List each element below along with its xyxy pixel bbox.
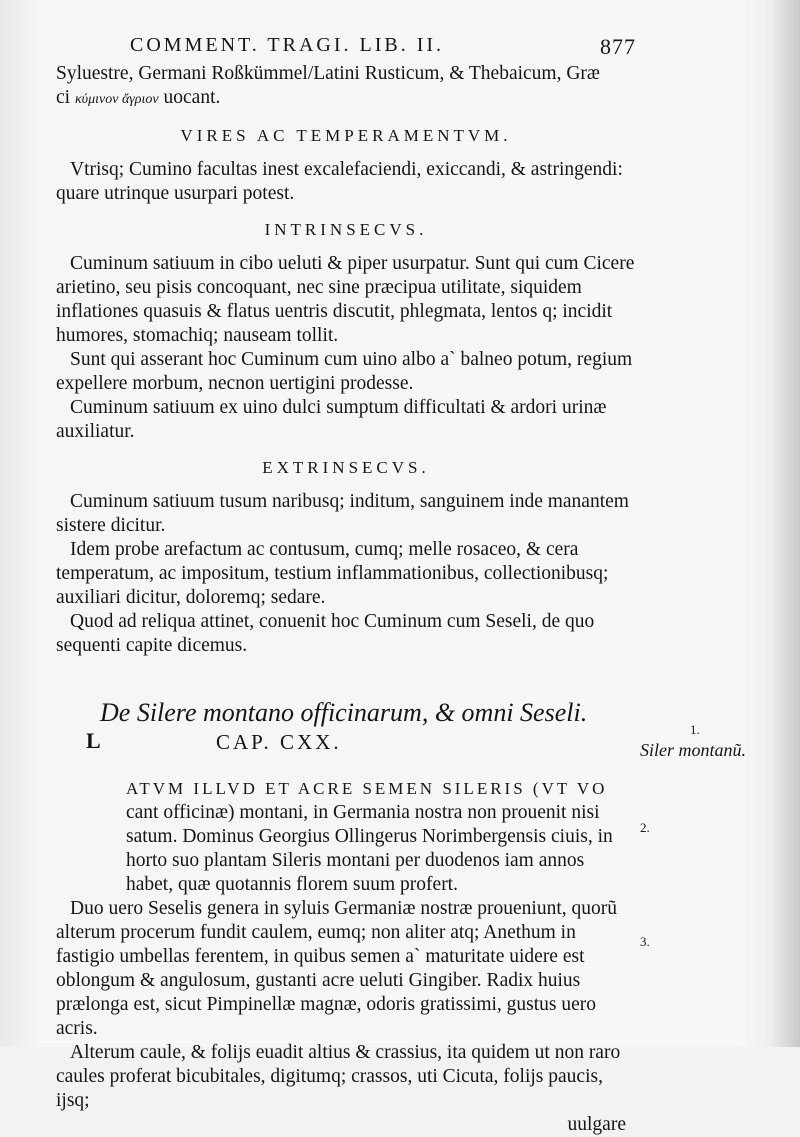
catchword: uulgare	[567, 1114, 626, 1135]
margin-note-1-number: 1.	[690, 722, 700, 737]
margin-note-2-number: 2.	[640, 820, 650, 835]
running-header	[130, 34, 636, 60]
page-shadow	[770, 0, 800, 1047]
page-number: 877	[600, 34, 636, 59]
extrinsecus-paragraph-1: Cuminum satiuum tusum naribusq; inditum, sanguinem inde manantem sistere dicitur.	[56, 491, 629, 536]
chapter-number: CAP. CXX.	[216, 730, 342, 754]
chapter-title: De Silere montano officinarum, & omni Seseli.	[100, 698, 588, 727]
extrinsecus-paragraph-2: Idem probe arefactum ac contusum, cumq; melle rosaceo, & cera temperatum, ac impositum, testium inflammationibus, collectionibusq; auxiliari dicitur, doloremq; sedare.	[56, 539, 609, 608]
chapter-opening	[56, 777, 636, 897]
intro-pre: ci	[56, 87, 71, 108]
heading-intrinsecus: INTRINSECVS.	[264, 220, 428, 239]
intrinsecus-paragraph-2: Sunt qui asserant hoc Cuminum cum uino albo a` balneo potum, regium expellere morbum, necnon uertigini prodesse.	[56, 349, 633, 394]
intro-post: uocant.	[163, 87, 221, 108]
chapter-paragraph-2: Duo uero Seselis genera in syluis Germaniæ nostræ proueniunt, quorũ alterum procerum fundit caulem, eumq; non aliter atq; Anethum in fastigio umbellas ferentem, in quibus semen a` maturitate uidere est oblongum & angulosum, gustanti acre ueluti Gingiber. Radix huius prælonga est, sicut Pimpinellæ magnæ, odoris gratissimi, gustus uero acris.	[56, 898, 617, 1039]
margin-note-1-text: Siler montanũ.	[640, 740, 746, 760]
heading-extrinsecus: EXTRINSECVS.	[262, 458, 430, 477]
heading-vires: VIRES AC TEMPERAMENTVM.	[180, 126, 512, 145]
intrinsecus-paragraph-3: Cuminum satiuum ex uino dulci sumptum difficultati & ardori urinæ auxiliatur.	[56, 397, 607, 442]
extrinsecus-paragraph-3: Quod ad reliqua attinet, conuenit hoc Cuminum cum Seseli, de quo sequenti capite dicemus.	[56, 611, 595, 656]
intrinsecus-paragraph-1: Cuminum satiuum in cibo ueluti & piper usurpatur. Sunt qui cum Cicere arietino, seu pisis concoquant, nec sine præcipua utilitate, siquidem inflationes quasuis & flatus uentris discutit, phlegmata, lentos q; incidit humores, stomachiq; nauseam tollit.	[56, 253, 635, 346]
text-column	[56, 34, 636, 1137]
chapter-paragraph-3: Alterum caule, & folijs euadit altius & crassius, ita quidem ut non raro caules proferat bicubitales, digitumq; crassos, uti Cicuta, folijs paucis, ijsq;	[56, 1042, 621, 1111]
intro-line-1: Syluestre, Germani Roßkümmel/Latini Rusticum, & Thebaicum, Græ	[56, 63, 600, 84]
chapter-opening-rest: cant officinæ) montani, in Germania nostra non prouenit nisi satum. Dominus Georgius Ollingerus Norimbergensis ciuis, in horto suo plantam Sileris montani per duodenos iam annos habet, quæ quotannis florem suum profert.	[126, 802, 613, 895]
intro-line-2	[56, 86, 636, 112]
margin-note-3-number: 3.	[640, 934, 650, 949]
greek-term: κύμινον ἄγριον	[74, 92, 159, 107]
chapter-opening-caps: ATVM ILLVD ET ACRE SEMEN SILERIS (VT VO	[126, 779, 608, 798]
running-head-title: COMMENT. TRAGI. LIB. II.	[130, 34, 445, 56]
vires-paragraph: Vtrisq; Cumino facultas inest excalefaciendi, exiccandi, & astringendi: quare utrinque usurpari potest.	[56, 159, 623, 204]
drop-initial: L	[86, 728, 101, 753]
